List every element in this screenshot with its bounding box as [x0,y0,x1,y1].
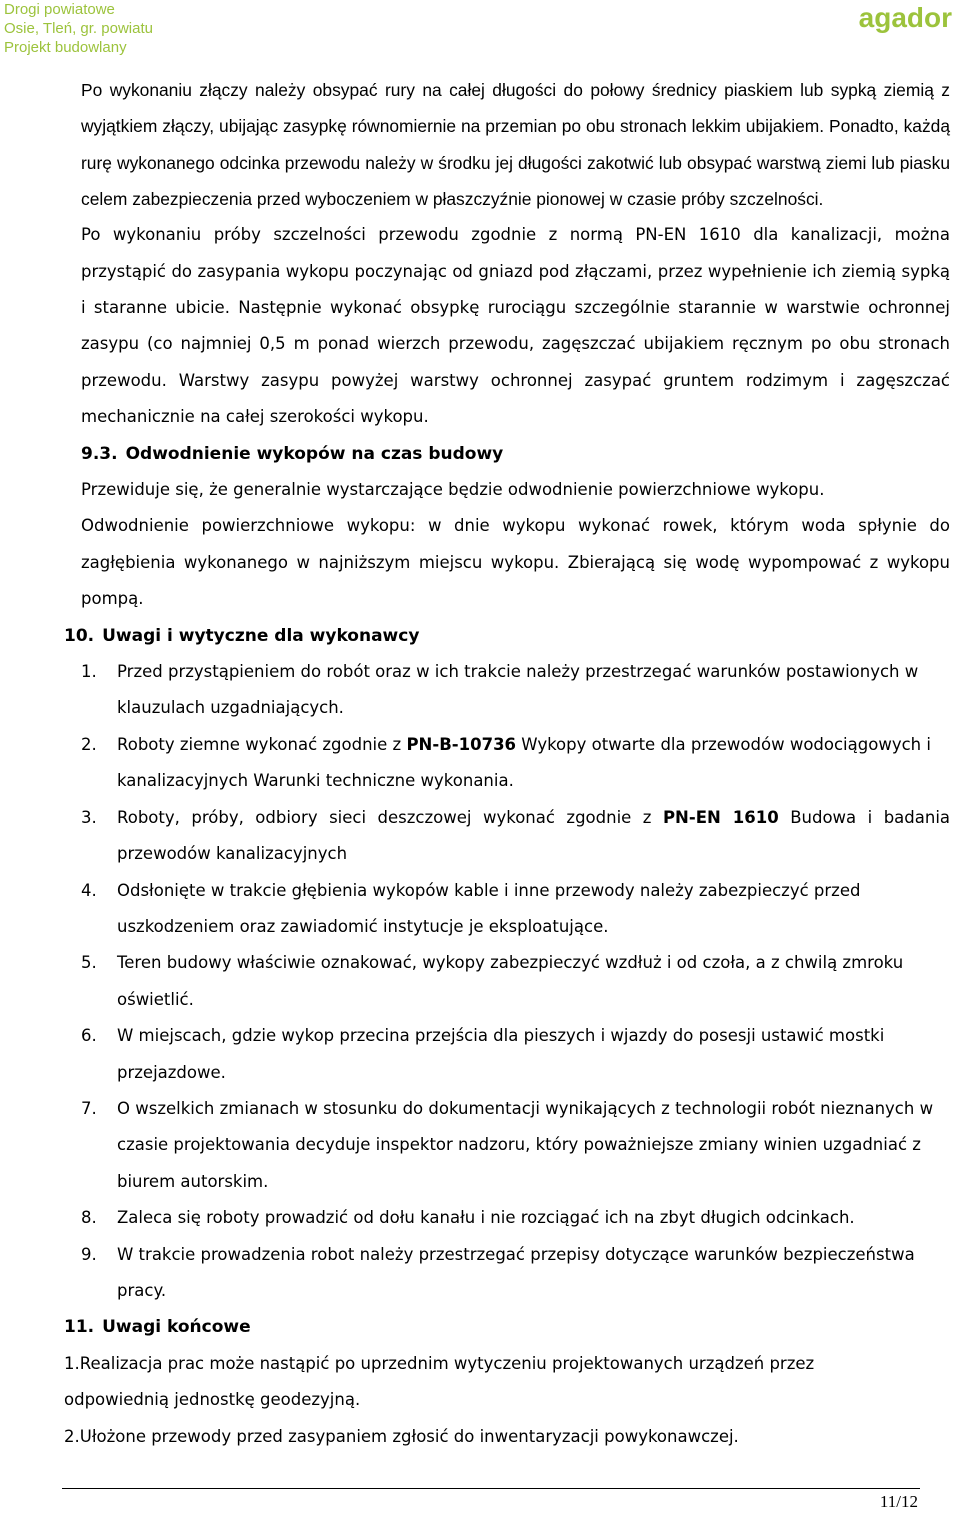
list-item [0,1237,960,1310]
list-item-number: 8. [81,1208,97,1228]
standard-reference: PN-EN 1610 [662,807,779,827]
page-header [0,0,960,62]
header-line-3: Projekt budowlany [4,39,127,56]
list-item-number: 4. [81,880,97,900]
section-9-3-heading [0,436,960,472]
standard-reference: PN-B-10736 [406,734,517,754]
list-item-number: 9. [81,1244,97,1264]
list-item [0,1091,960,1200]
list-item-text: Zaleca się roboty prowadzić od dołu kanału i nie rozciągać ich na zbyt długich odcinkach. [117,1208,855,1228]
section-title: Uwagi końcowe [102,1317,251,1338]
section-number: 11. [64,1317,95,1338]
list-item-number: 3. [81,807,97,827]
section-10-heading [0,618,960,654]
page-number: 11/12 [879,1492,918,1511]
footer-divider [62,1488,920,1489]
list-item-text: Roboty, próby, odbiory sieci deszczowej wykonać zgodnie z [117,807,663,827]
list-item-text: W trakcie prowadzenia robot należy przestrzegać przepisy dotyczące warunków bezpieczeństwa pracy. [117,1244,915,1300]
list-item-number: 6. [81,1026,97,1046]
list-item [0,727,960,800]
document-body [0,72,960,1455]
list-item-text: Roboty ziemne wykonać zgodnie z [117,734,407,754]
list-item-text: W miejscach, gdzie wykop przecina przejścia dla pieszych i wjazdy do posesji ustawić mostki przejazdowe. [117,1026,885,1082]
list-item [0,1200,960,1236]
dewatering-paragraph-2: Odwodnienie powierzchniowe wykopu: w dnie wykopu wykonać rowek, którym woda spłynie do zagłębienia wykonanego w najniższym miejscu wykopu. Zbierającą się wodę wypompować z wykopu pompą. [81,516,950,609]
closing-remark-1: 1.Realizacja prac może nastąpić po uprzednim wytyczeniu projektowanych urządzeń przez odpowiednią jednostkę geodezyjną. [64,1353,815,1410]
header-line-2: Osie, Tleń, gr. powiatu [4,20,153,37]
list-item [0,873,960,946]
section-title: Odwodnienie wykopów na czas budowy [125,443,504,464]
list-item-text: Budowa i badania przewodów kanalizacyjnych [117,807,951,864]
header-line-1: Drogi powiatowe [4,1,115,18]
list-item [0,1018,960,1091]
list-item-number: 1. [81,662,97,682]
list-item-text: Wykopy otwarte dla przewodów wodociągowych i kanalizacyjnych Warunki techniczne wykonania. [117,734,931,791]
list-item [0,800,960,873]
list-item-text: Teren budowy właściwie oznakować, wykopy zabezpieczyć wzdłuż i od czoła, a z chwilą zmroku oświetlić. [117,953,904,1009]
list-item-number: 2. [81,734,97,754]
section-number: 9.3. [81,443,118,464]
list-item-text: Przed przystąpieniem do robót oraz w ich trakcie należy przestrzegać warunków postawionych w klauzulach uzgadniających. [117,662,919,718]
list-item [0,945,960,1018]
list-item-text: O wszelkich zmianach w stosunku do dokumentacji wynikających z technologii robót nieznanych w czasie projektowania decyduje inspektor nadzoru, który poważniejsze zmiany winien uzgadniać z biurem autorskim. [117,1098,934,1191]
list-item [0,654,960,727]
backfill-paragraph: Po wykonaniu złączy należy obsypać rury na całej długości do połowy średnicy piaskiem lub sypką ziemią z wyjątkiem złączy, ubijając zasypkę równomiernie na przemian po obu stronach lekkim ubijakiem. Ponadto, każdą rurę wykonanego odcinka przewodu należy w środku jej długości zakotwić lub obsypać warstwą ziemi lub piasku celem zabezpieczenia przed wyboczeniem w płaszczyźnie pionowej w czasie próby szczelności. [81,80,950,209]
section-11-heading [0,1309,960,1345]
contractor-guidelines-list [0,654,960,1309]
list-item-number: 7. [81,1098,97,1118]
backfill-after-test-paragraph: Po wykonaniu próby szczelności przewodu zgodnie z normą PN-EN 1610 dla kanalizacji, można przystąpić do zasypania wykopu poczynając od gniazd pod złączami, przez wypełnienie ich ziemią sypką i staranne ubicie. Następnie wykonać obsypkę rurociągu szczególnie starannie w warstwie ochronnej zasypu (co najmniej 0,5 m ponad wierzch przewodu, zagęszczać ubijakiem ręcznym po obu stronach przewodu. Warstwy zasypu powyżej warstwy ochronnej zasypać gruntem rodzimym i zagęszczać mechanicznie na całej szerokości wykopu. [81,225,950,427]
header-project-info [4,0,153,57]
closing-remark-2: 2.Ułożone przewody przed zasypaniem zgłosić do inwentaryzacji powykonawczej. [64,1426,739,1446]
section-number: 10. [64,625,95,646]
list-item-number: 5. [81,953,97,973]
dewatering-paragraph-1: Przewiduje się, że generalnie wystarczające będzie odwodnienie powierzchniowe wykopu. [81,480,825,500]
section-title: Uwagi i wytyczne dla wykonawcy [102,625,420,646]
agador-logo: agador [858,2,952,33]
list-item-text: Odsłonięte w trakcie głębienia wykopów kable i inne przewody należy zabezpieczyć przed uszkodzeniem oraz zawiadomić instytucje je eksploatujące. [117,880,861,936]
